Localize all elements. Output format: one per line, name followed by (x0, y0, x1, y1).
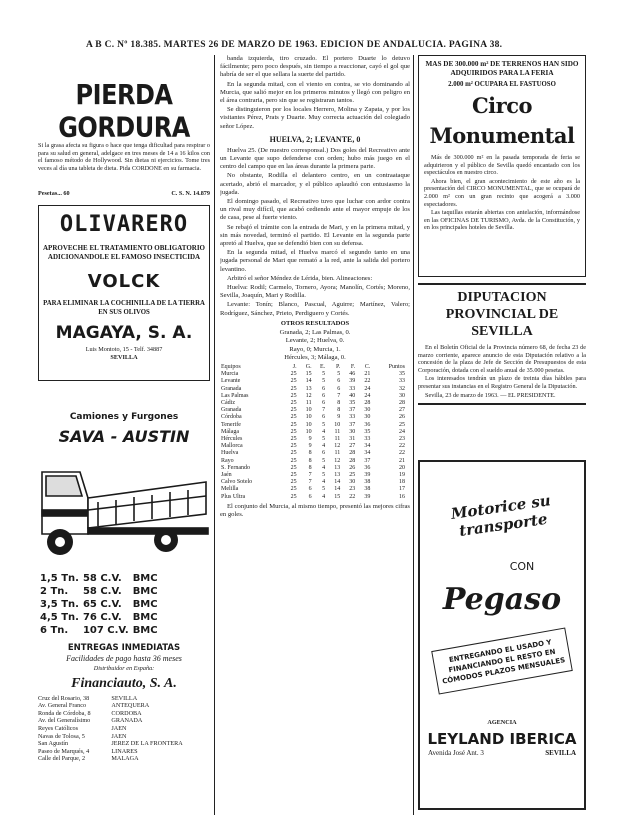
team-name: Huelva (221, 450, 239, 457)
standings-cell: 14 (334, 486, 341, 493)
ad-sava-austin (38, 412, 210, 812)
left-column (38, 55, 210, 815)
address-city: GRANADA (111, 717, 143, 725)
standings-table (220, 364, 406, 501)
pegaso-agent: AGENCIA (487, 719, 517, 726)
team-name: Granada (221, 385, 242, 392)
standings-cell: 37 (349, 407, 356, 414)
standings-cell: 4 (322, 428, 326, 435)
fleet-power: 76 C.V. (82, 612, 122, 623)
standings-cell: 11 (334, 435, 341, 442)
standings-cell: 5 (322, 486, 326, 493)
col-header: C. (364, 363, 371, 370)
standings-cell: 25 (399, 421, 405, 428)
standings-row (220, 429, 406, 436)
standings-cell: 21 (399, 457, 405, 464)
standings-row (220, 393, 406, 400)
notice-body (418, 344, 586, 399)
standings-cell: 25 (290, 457, 297, 464)
standings-cell: 33 (364, 435, 371, 442)
standings-row (220, 465, 406, 472)
olivarero-title: OLIVARERO (59, 212, 189, 237)
standings-cell: 8 (308, 457, 312, 464)
standings-cell: 32 (399, 385, 405, 392)
pegaso-offer-box (431, 628, 573, 695)
standings-cell: 33 (349, 385, 356, 392)
address-row (38, 695, 210, 703)
fleet-engine: BMC (132, 625, 158, 636)
address-row (38, 733, 210, 741)
article-section-heading: HUELVA, 2; LEVANTE, 0 (269, 134, 361, 144)
standings-cell: 39 (349, 378, 356, 385)
standings-cell: 16 (399, 493, 405, 500)
standings-cell: 8 (337, 399, 341, 406)
address-row (38, 710, 210, 718)
standings-cell: 7 (322, 407, 326, 414)
article-paragraph: Arbitró el señor Méndez de Lérida, bien. Alineaciones: (227, 274, 373, 282)
standings-cell: 25 (290, 414, 297, 421)
standings-cell: 23 (399, 435, 405, 442)
standings-cell: 12 (305, 392, 312, 399)
pegaso-city: SEVILLA (545, 748, 576, 757)
standings-cell: 25 (290, 450, 297, 457)
standings-cell: 25 (290, 486, 297, 493)
pegaso-footer (420, 749, 584, 757)
pegaso-offer: ENTREGANDO EL USADO Y FINANCIANDO EL RESTO EN CÓMODOS PLAZOS MENSUALES (441, 638, 566, 686)
standings-cell: 30 (364, 407, 371, 414)
standings-cell: 25 (290, 479, 297, 486)
gordura-price (38, 190, 210, 198)
address-street: Calle del Parque, 2 (38, 755, 86, 763)
address-row (38, 748, 210, 756)
address-city: LINARES (111, 747, 138, 755)
standings-cell: 46 (349, 371, 356, 378)
sava-dealer: Distribuidor en España: (93, 665, 155, 672)
fleet-row (38, 611, 160, 624)
fleet-tons: 2 Tn. (40, 586, 69, 597)
address-row (38, 740, 210, 748)
standings-cell: 12 (334, 443, 341, 450)
pegaso-address: Avenida José Ant. 3 (428, 748, 484, 757)
standings-cell: 9 (308, 443, 312, 450)
circo-paragraph: Ahora bien, el gran acontecimiento de este año es la presentación del CIRCO MONUMENTAL, que se ocupará de 2.000 m² con un gran recinto que acogerá a 3.000 espectadores. (424, 177, 580, 208)
standings-cell: 23 (349, 486, 356, 493)
standings-row (220, 486, 406, 493)
standings-cell: 25 (290, 471, 297, 478)
col-header: Puntos (388, 363, 405, 370)
sava-signature: Financiauto, S. A. (71, 675, 177, 691)
results-heading: OTROS RESULTADOS (280, 319, 350, 327)
standings-cell: 15 (334, 493, 341, 500)
team-name: Murcia (221, 371, 239, 378)
standings-cell: 34 (364, 450, 371, 457)
sava-brand: SAVA - AUSTIN (58, 427, 190, 446)
col-header: Equipos (221, 363, 241, 370)
ad-pegaso (418, 460, 586, 810)
standings-row (220, 414, 406, 421)
standings-cell: 28 (349, 457, 356, 464)
fleet-tons: 1,5 Tn. (40, 573, 79, 584)
standings-row (220, 422, 406, 429)
standings-cell: 25 (290, 371, 297, 378)
standings-body (220, 371, 406, 501)
fleet-tons: 4,5 Tn. (40, 612, 79, 623)
result-line: Rayo, 0; Murcia, 1. (289, 345, 341, 353)
olivarero-city: SEVILLA (110, 353, 138, 361)
address-city: JEREZ DE LA FRONTERA (111, 740, 183, 748)
result-line: Hércules, 3; Málaga, 0. (284, 353, 346, 361)
standings-cell: 11 (305, 399, 312, 406)
standings-cell: 4 (322, 443, 326, 450)
address-street: Cruz del Rosario, 38 (38, 694, 90, 702)
address-street: Av. General Franco (38, 702, 87, 710)
address-city: JAEN (111, 724, 127, 732)
fleet-engine: BMC (132, 586, 158, 597)
address-city: JAEN (111, 732, 127, 740)
article-paragraph: banda izquierda, tiro cruzado. El portero Duarte lo detuvo fácilmente; pero poco después, sin tiempo a reaccionar, cayó el gol que habría de ser el que sellara la suerte del partido. (220, 55, 410, 79)
standings-cell: 25 (290, 493, 297, 500)
sava-top: Camiones y Furgones (69, 412, 179, 422)
standings-cell: 25 (290, 399, 297, 406)
standings-cell: 21 (364, 371, 371, 378)
standings-row (220, 378, 406, 385)
standings-row (220, 458, 406, 465)
standings-cell: 35 (364, 428, 371, 435)
standings-cell: 5 (322, 435, 326, 442)
standings-cell: 5 (322, 378, 326, 385)
fleet-row (38, 585, 160, 598)
standings-cell: 20 (399, 464, 405, 471)
standings-cell: 30 (349, 479, 356, 486)
col-header: E. (319, 363, 326, 370)
standings-cell: 6 (308, 493, 312, 500)
fleet-power: 65 C.V. (82, 599, 122, 610)
standings-cell: 27 (399, 407, 405, 414)
team-name: Mallorca (221, 443, 243, 450)
standings-cell: 35 (399, 371, 405, 378)
team-name: Levante (221, 378, 241, 385)
standings-cell: 6 (322, 399, 326, 406)
standings-row (220, 450, 406, 457)
standings-cell: 30 (349, 428, 356, 435)
team-name: Jaén (221, 471, 232, 478)
standings-cell: 28 (399, 399, 405, 406)
standings-cell: 10 (334, 421, 341, 428)
notice-paragraph: Los interesados tendrán un plazo de treinta días hábiles para presentar sus instancias en el Registro General de la Diputación. (418, 375, 586, 390)
article-paragraph: Se rebajó el trámite con la entrada de Mari, y en la primera mitad, y sin más novedad, terminó el partido. El Levante en la segunda parte apretó al Huelva, que se defendió bien con su defensa. (220, 223, 410, 248)
standings-header (220, 364, 406, 371)
circo-sub: 2.000 m² OCUPARA EL FASTUOSO (448, 81, 556, 88)
standings-cell: 35 (349, 399, 356, 406)
standings-cell: 5 (322, 471, 326, 478)
standings-cell: 24 (364, 385, 371, 392)
article-paragraph: No obstante, Rodilla el delantero centro, en un contraataque acertado, abrió el marcador, y el público aplaudió con entusiasmo la jugada. (220, 172, 410, 196)
column-rule-left (214, 55, 215, 815)
standings-cell: 6 (337, 378, 341, 385)
standings-cell: 13 (334, 464, 341, 471)
standings-cell: 34 (364, 443, 371, 450)
standings-cell: 4 (322, 479, 326, 486)
fleet-tons: 3,5 Tn. (40, 599, 79, 610)
standings-cell: 37 (349, 421, 356, 428)
ad-pierda-gordura (38, 78, 210, 198)
standings-cell: 17 (399, 486, 405, 493)
standings-cell: 8 (337, 407, 341, 414)
standings-cell: 25 (290, 378, 297, 385)
fleet-power: 58 C.V. (82, 586, 122, 597)
result-line: Granada, 2; Las Palmas, 0. (279, 329, 351, 337)
notice-diputacion (418, 283, 586, 405)
standings-cell: 31 (349, 435, 356, 442)
standings-cell: 7 (337, 392, 341, 399)
standings-cell: 18 (399, 479, 405, 486)
address-city: MALAGA (111, 755, 139, 763)
address-city: SEVILLA (111, 694, 138, 702)
standings-cell: 10 (305, 428, 312, 435)
standings-cell: 10 (305, 421, 312, 428)
column-rule-right (413, 55, 414, 815)
standings-cell: 30 (364, 414, 371, 421)
team-name: Melilla (221, 486, 239, 493)
standings-cell: 10 (305, 414, 312, 421)
notice-rule (418, 283, 586, 285)
standings-cell: 13 (334, 471, 341, 478)
standings-cell: 28 (364, 399, 371, 406)
standings-cell: 25 (290, 421, 297, 428)
standings-cell: 36 (364, 421, 371, 428)
pegaso-brand: Pegaso (442, 582, 562, 617)
standings-cell: 25 (290, 435, 297, 442)
standings-row (220, 436, 406, 443)
standings-cell: 22 (364, 378, 371, 385)
standings-cell: 5 (322, 457, 326, 464)
article-paragraph: En la segunda mitad, con el viento en contra, se vio dominando al Murcia, que salió mejor en los primeros minutos y llegó con peligro en el área contraria, pero sin que se registraran tantos. (220, 80, 410, 105)
col-header: J. (292, 363, 297, 370)
dealer-addresses (38, 695, 210, 763)
address-street: Av. del Generalísimo (38, 717, 91, 725)
standings-cell: 13 (305, 385, 312, 392)
standings-cell: 14 (305, 378, 312, 385)
address-city: ANTEQUERA (111, 702, 150, 710)
standings-cell: 25 (290, 392, 297, 399)
standings-row (220, 472, 406, 479)
standings-cell: 39 (364, 493, 371, 500)
standings-cell: 8 (308, 450, 312, 457)
address-street: San Agustín (38, 740, 69, 748)
standings-cell: 6 (337, 385, 341, 392)
gordura-reg: C. S. N. 14.879 (171, 190, 210, 197)
right-column (418, 55, 586, 815)
circo-title: Circo Monumental (429, 93, 575, 148)
standings-cell: 5 (337, 371, 341, 378)
standings-cell: 25 (290, 407, 297, 414)
fleet-row (38, 572, 160, 585)
standings-cell: 25 (349, 471, 356, 478)
standings-cell: 7 (308, 471, 312, 478)
standings-cell: 10 (305, 407, 312, 414)
article-paragraph: Huelva: Rodil; Carmelo, Tornero, Ayora; Manolín, Cortés; Moreno, Sevilla, Joaquín, Mari y Rodilla. (220, 284, 410, 300)
standings-cell: 30 (399, 392, 405, 399)
circo-paragraph: Más de 300.000 m² en la pasada temporada de feria se adquirieron y el público de Sevilla quedó encantado con los espectáculos en nuestro circo. (424, 154, 580, 177)
address-row (38, 755, 210, 763)
gordura-price-text: Pesetas... 60 (38, 190, 70, 197)
address-street: Navas de Tolosa, 5 (38, 732, 85, 740)
standings-cell: 25 (290, 464, 297, 471)
standings-cell: 14 (334, 479, 341, 486)
team-name: Plus Ultra (221, 493, 246, 500)
notice-paragraph: En el Boletín Oficial de la Provincia número 68, de fecha 23 de marzo corriente, aparece anuncio de esta Diputación relativo a la concesión de la plaza de Jefe de Sección de Presupuestos de esta Corporación, dotada con el sueldo anual de 35.000 pesetas. (418, 344, 586, 374)
notice-rule-bottom (418, 403, 586, 405)
fleet-table (38, 572, 160, 637)
col-header: G. (305, 363, 312, 370)
notice-paragraph: Sevilla, 23 de marzo de 1963. — EL PRESIDENTE. (425, 391, 556, 399)
standings-cell: 11 (334, 450, 341, 457)
standings-row (220, 371, 406, 378)
address-street: Reyes Católicos (38, 724, 79, 732)
team-name: Rayo (221, 457, 234, 464)
gordura-body: Si la grasa afecta su figura o hace que tenga dificultad para respirar o para su salud en general, adelgace en tres meses de 14 a 16 kilos con el famoso método de Hollywood. Sin dietas ni ejercicios. Tome tres veces al día una tableta de dieta. Pida CORDONE en su farmacia. (38, 142, 210, 172)
standings-row (220, 479, 406, 486)
sava-delivery: ENTREGAS INMEDIATAS (67, 643, 181, 653)
pegaso-con: CON (509, 560, 535, 573)
middle-column (220, 55, 410, 815)
olivarero-product: VOLCK (87, 271, 161, 292)
standings-row (220, 386, 406, 393)
fleet-row (38, 598, 160, 611)
standings-cell: 25 (290, 428, 297, 435)
standings-cell: 6 (322, 414, 326, 421)
standings-cell: 6 (322, 392, 326, 399)
standings-cell: 11 (334, 428, 341, 435)
standings-cell: 6 (322, 450, 326, 457)
olivarero-company: MAGAYA, S. A. (55, 323, 193, 343)
article-paragraph: El conjunto del Murcia, al mismo tiempo, presentó las mejores cifras en goles. (220, 502, 410, 518)
circo-body (424, 154, 580, 232)
standings-cell: 4 (322, 493, 326, 500)
fleet-power: 58 C.V. (82, 573, 122, 584)
standings-cell: 19 (399, 471, 405, 478)
circo-headline: MAS DE 300.000 m² DE TERRENOS HAN SIDO ADQUIRIDOS PARA LA FERIA (425, 60, 579, 77)
standings-cell: 26 (349, 464, 356, 471)
fleet-power: 107 C.V. (82, 625, 129, 636)
sava-terms: Facilidades de pago hasta 36 meses (66, 654, 182, 663)
address-row (38, 725, 210, 733)
article-paragraph: Levante: Tonín; Blanco, Pascual, Aguirre; Martínez, Valero; Rodríguez, Sánchez, Prieto, Perdiguero y Cortés. (220, 301, 410, 317)
address-street: Ronda de Córdoba, 8 (38, 709, 91, 717)
standings-cell: 37 (364, 457, 371, 464)
olivarero-line: PARA ELIMINAR LA COCHINILLA DE LA TIERRA EN SUS OLIVOS (43, 300, 205, 316)
standings-cell: 24 (399, 428, 405, 435)
truck-illustration (38, 452, 210, 570)
fleet-engine: BMC (132, 599, 158, 610)
team-name: Tenerife (221, 421, 241, 428)
olivarero-address: Luis Montoto, 15 - Telf. 34887 (85, 346, 163, 353)
team-name: Granada (221, 407, 242, 414)
standings-cell: 40 (349, 392, 356, 399)
standings-row (220, 400, 406, 407)
notice-title: DIPUTACION PROVINCIAL DE SEVILLA (445, 290, 559, 339)
fleet-row (38, 624, 160, 637)
olivarero-subtitle: APROVECHE EL TRATAMIENTO OBLIGATORIO ADICIONANDOLE EL FAMOSO INSECTICIDA (43, 244, 206, 261)
team-name: S. Fernando (221, 464, 250, 471)
standings-cell: 33 (349, 414, 356, 421)
standings-cell: 39 (364, 471, 371, 478)
ad-circo-monumental (418, 55, 586, 277)
standings-cell: 25 (290, 385, 297, 392)
standings-cell: 6 (322, 385, 326, 392)
standings-cell: 33 (399, 378, 405, 385)
standings-cell: 9 (308, 435, 312, 442)
team-name: Málaga (221, 428, 239, 435)
standings-cell: 7 (308, 479, 312, 486)
standings-cell: 25 (290, 443, 297, 450)
standings-row (220, 407, 406, 414)
col-header: F. (350, 363, 356, 370)
standings-cell: 24 (364, 392, 371, 399)
address-row (38, 702, 210, 710)
col-header: P. (336, 363, 341, 370)
standings-cell: 22 (399, 450, 405, 457)
circo-paragraph: Las taquillas estarán abiertas con antelación, informándose en las OFICINAS DE TURISMO, Avda. de la Constitución, y en los principales hoteles de Sevilla. (424, 209, 580, 232)
team-name: Córdoba (221, 414, 242, 421)
standings-row (220, 494, 406, 501)
article-paragraph: El domingo pasado, el Recreativo tuvo que luchar con ardor contra un rival muy difícil, que acabó cediendo ante el mayor empuje de los de casa, pese al fuerte viento. (220, 198, 410, 222)
standings-cell: 15 (305, 371, 312, 378)
standings-row (220, 443, 406, 450)
standings-cell: 26 (399, 414, 405, 421)
standings-cell: 6 (308, 486, 312, 493)
address-street: Paseo de Marqués, 4 (38, 747, 90, 755)
standings-cell: 5 (322, 371, 326, 378)
standings-cell: 22 (399, 443, 405, 450)
standings-cell: 36 (364, 464, 371, 471)
result-line: Levante, 2; Huelva, 0. (285, 337, 345, 345)
address-city: CORDOBA (111, 709, 142, 717)
team-name: Hércules (221, 435, 243, 442)
standings-cell: 22 (349, 493, 356, 500)
fleet-tons: 6 Tn. (40, 625, 69, 636)
address-row (38, 717, 210, 725)
standings-cell: 27 (349, 443, 356, 450)
article-paragraph: Huelva 25. (De nuestro corresponsal.) Dos goles del Recreativo ante un Levante que supo defenderse con orden; hubo más juego en el centro del campo que en las áreas durante la primera parte. (220, 146, 410, 171)
pegaso-slogan: Motorice su transporte (449, 491, 552, 541)
standings-cell: 9 (337, 414, 341, 421)
standings-cell: 28 (349, 450, 356, 457)
team-name: Calvo Sotelo (221, 479, 253, 486)
standings-cell: 4 (322, 464, 326, 471)
pegaso-dealer: LEYLAND IBERICA (427, 729, 577, 748)
article-paragraph: Se distinguieron por los locales Herrero, Molina y Zapata, y por los visitantes Pérez, Prats y Duarte. Muy correcta actuación del colegiado señor López. (220, 106, 410, 130)
standings-cell: 8 (308, 464, 312, 471)
ad-olivarero (38, 205, 210, 381)
page-header: A B C. Nº 18.385. MARTES 26 DE MARZO DE 1963. EDICION DE ANDALUCIA. PAGINA 38. (86, 40, 503, 50)
standings-cell: 12 (334, 457, 341, 464)
gordura-title: PIERDA GORDURA (58, 78, 190, 144)
standings-cell: 38 (364, 479, 371, 486)
team-name: Las Palmas (221, 392, 249, 399)
standings-cell: 38 (364, 486, 371, 493)
team-name: Cádiz (221, 399, 235, 406)
fleet-engine: BMC (132, 573, 158, 584)
fleet-engine: BMC (132, 612, 158, 623)
standings-cell: 5 (322, 421, 326, 428)
article-paragraph: En la segunda mitad, el Huelva marcó el segundo tanto en una jugada personal de Mari que remató a la red, ante la salida del portero levantino. (220, 249, 410, 273)
